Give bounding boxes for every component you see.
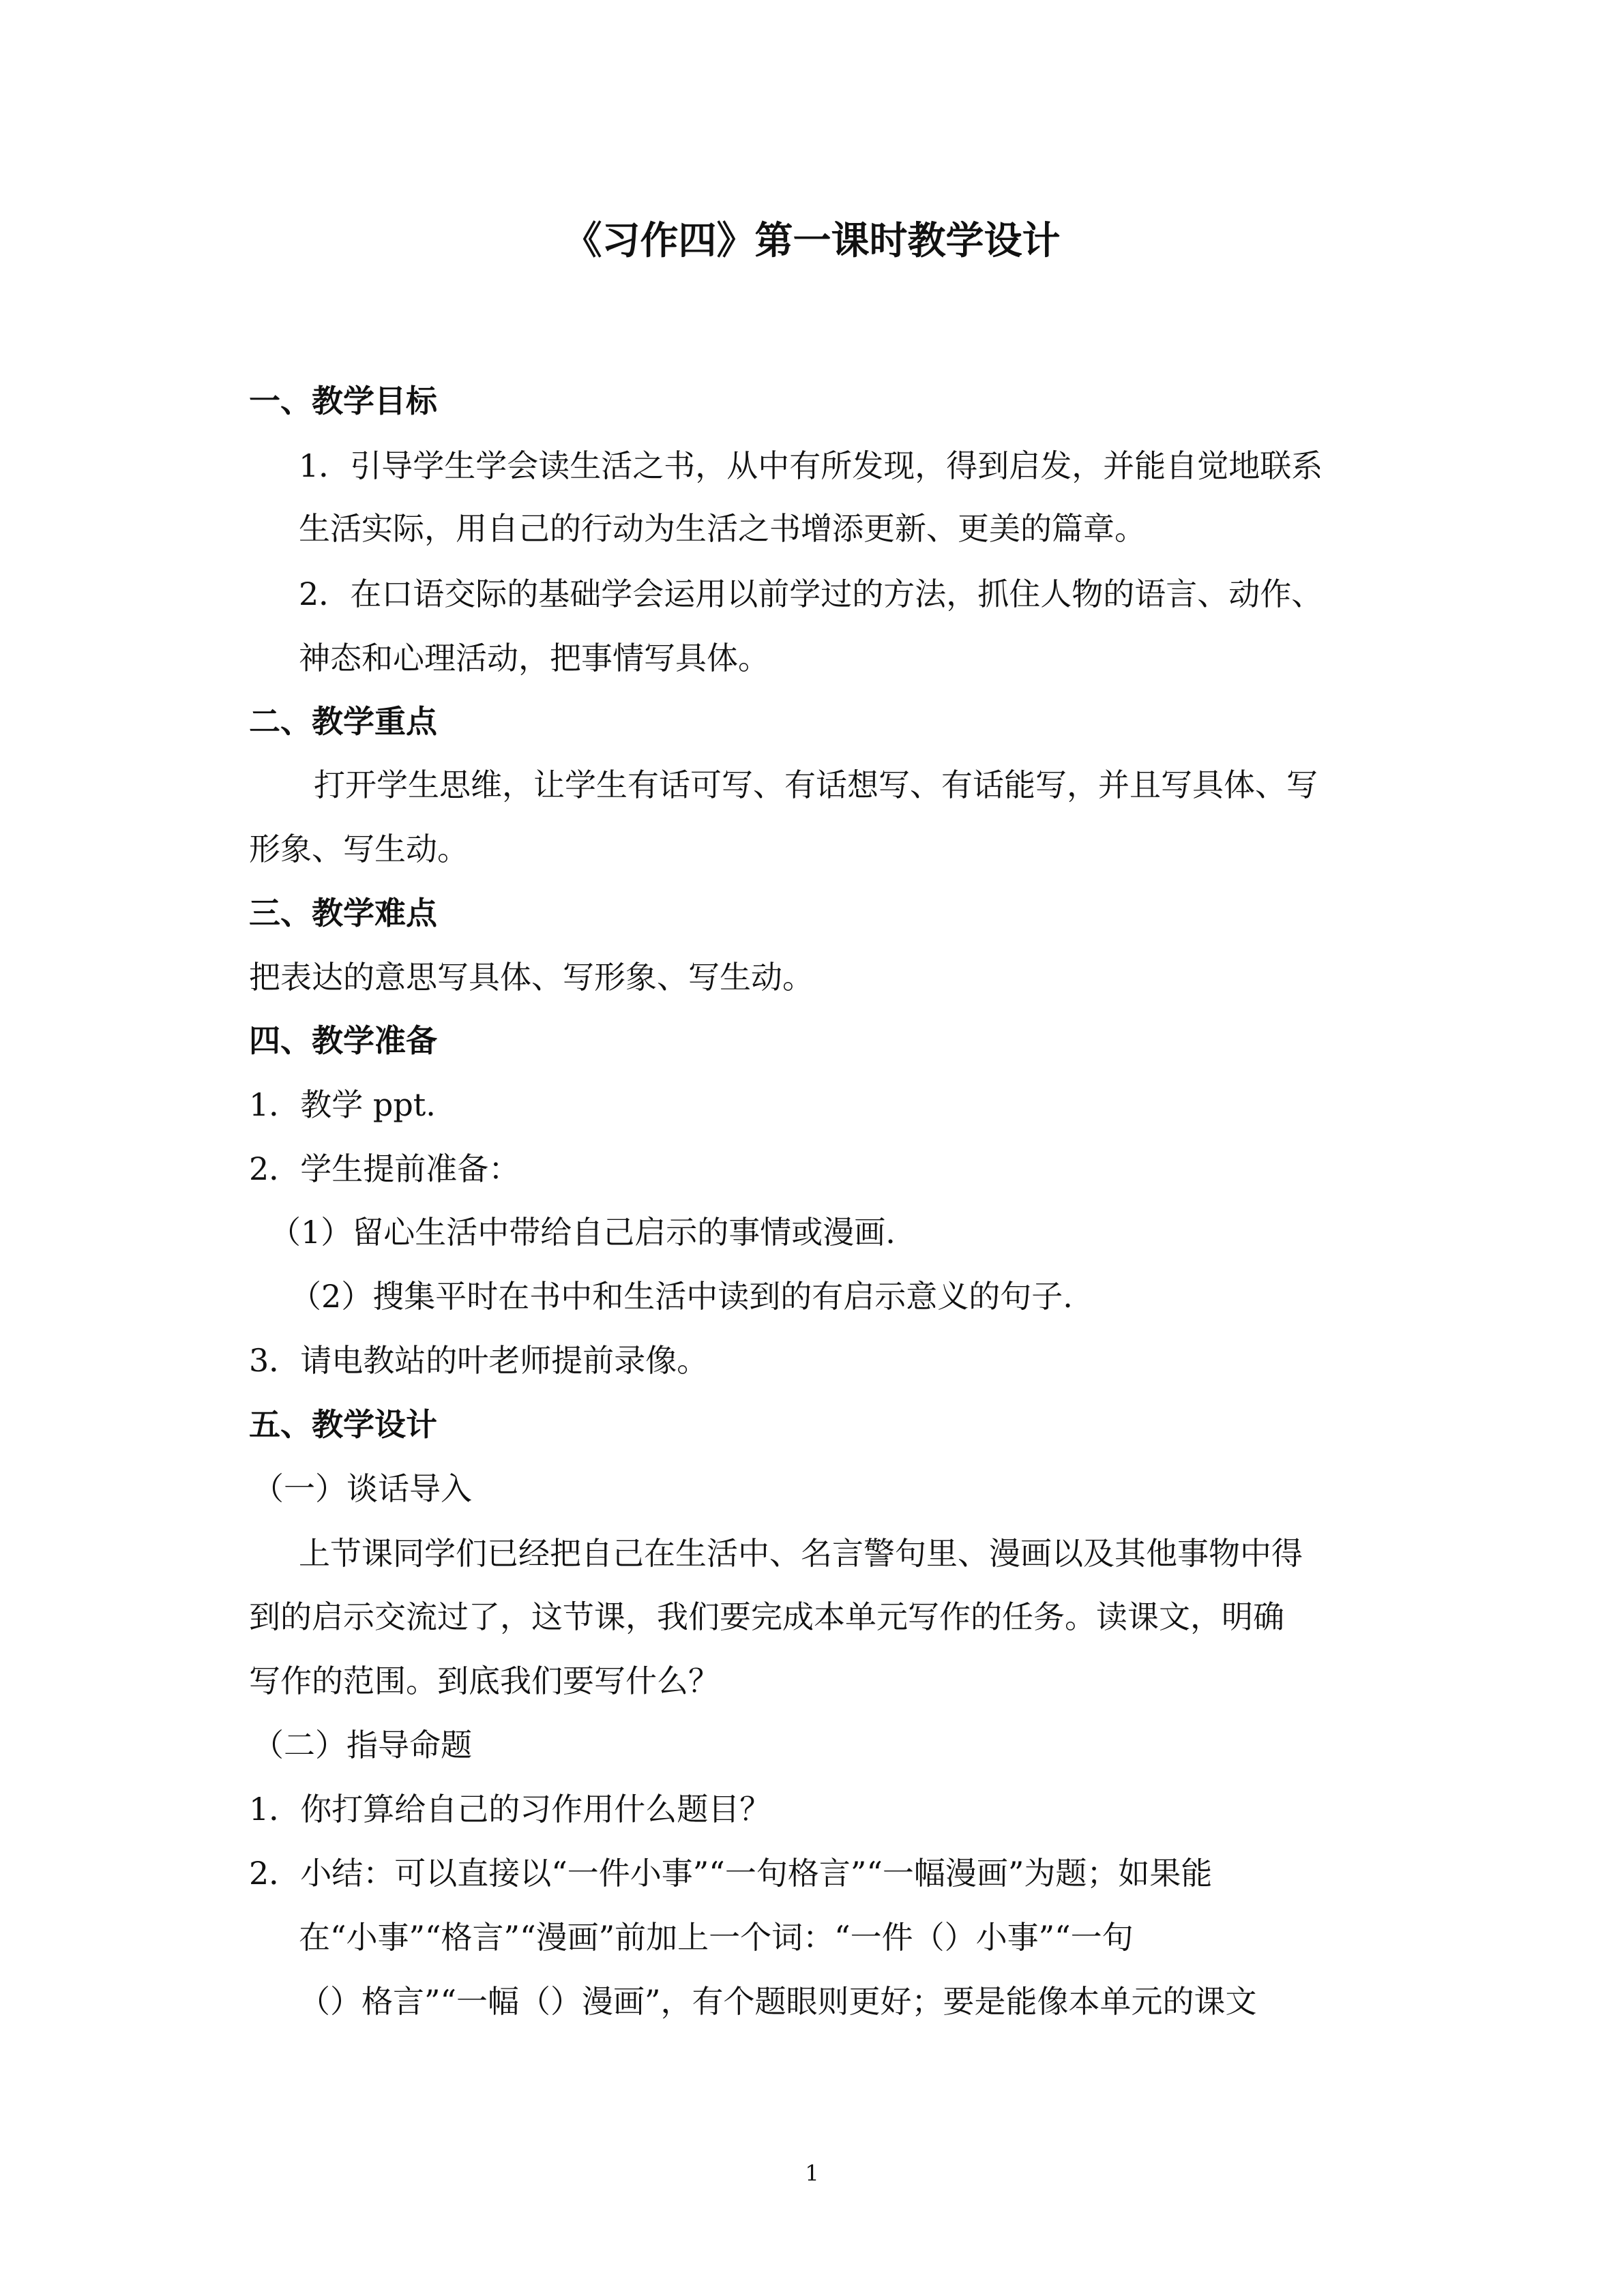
design-line-7: （）格言”“一幅（）漫画”，有个题眼则更好；要是能像本单元的课文 [299,1983,1257,2020]
section-heading-goals: 一、教学目标 [249,383,437,419]
prep-line-2: 2．学生提前准备： [249,1150,520,1187]
goal-line-1: 1．引导学生学会读生活之书，从中有所发现，得到启发，并能自觉地联系 [299,447,1323,484]
section-heading-difficulties: 三、教学难点 [249,895,437,931]
page-number: 1 [805,2160,819,2186]
prep-line-4: （2）搜集平时在书中和生活中读到的有启示意义的句子. [290,1278,1073,1315]
prep-line-5: 3．请电教站的叶老师提前录像。 [249,1342,709,1379]
goal-line-3: 2．在口语交际的基础学会运用以前学过的方法，抓住人物的语言、动作、 [299,576,1323,612]
page-title: 《习作四》第一课时教学设计 [563,218,1061,263]
section-heading-key-points: 二、教学重点 [249,703,437,740]
design-subheading-topic: （二）指导命题 [252,1727,472,1763]
design-line-5: 2．小结：可以直接以“一件小事”“一句格言”“一幅漫画”为题；如果能 [249,1855,1213,1892]
goal-line-2: 生活实际，用自己的行动为生活之书增添更新、更美的篇章。 [299,510,1146,547]
key-point-line-2: 形象、写生动。 [249,831,469,867]
difficulty-line-1: 把表达的意思写具体、写形象、写生动。 [249,959,814,996]
design-line-4: 1．你打算给自己的习作用什么题目？ [249,1791,771,1828]
design-subheading-intro: （一）谈话导入 [252,1470,472,1507]
prep-line-3: （1）留心生活中带给自己启示的事情或漫画. [269,1214,896,1251]
design-line-2: 到的启示交流过了，这节课，我们要完成本单元写作的任务。读课文，明确 [249,1598,1284,1635]
section-heading-design: 五、教学设计 [249,1406,437,1443]
goal-line-4: 神态和心理活动，把事情写具体。 [299,640,769,676]
section-heading-preparation: 四、教学准备 [249,1022,437,1059]
prep-line-1: 1．教学 ppt. [249,1086,436,1123]
key-point-line-1: 打开学生思维，让学生有话可写、有话想写、有话能写，并且写具体、写 [314,766,1318,803]
design-line-6: 在“小事”“格言”“漫画”前加上一个词：“一件（）小事”“一句 [299,1919,1134,1956]
design-line-1: 上节课同学们已经把自己在生活中、名言警句里、漫画以及其他事物中得 [299,1535,1303,1572]
design-line-3: 写作的范围。到底我们要写什么？ [249,1663,720,1699]
